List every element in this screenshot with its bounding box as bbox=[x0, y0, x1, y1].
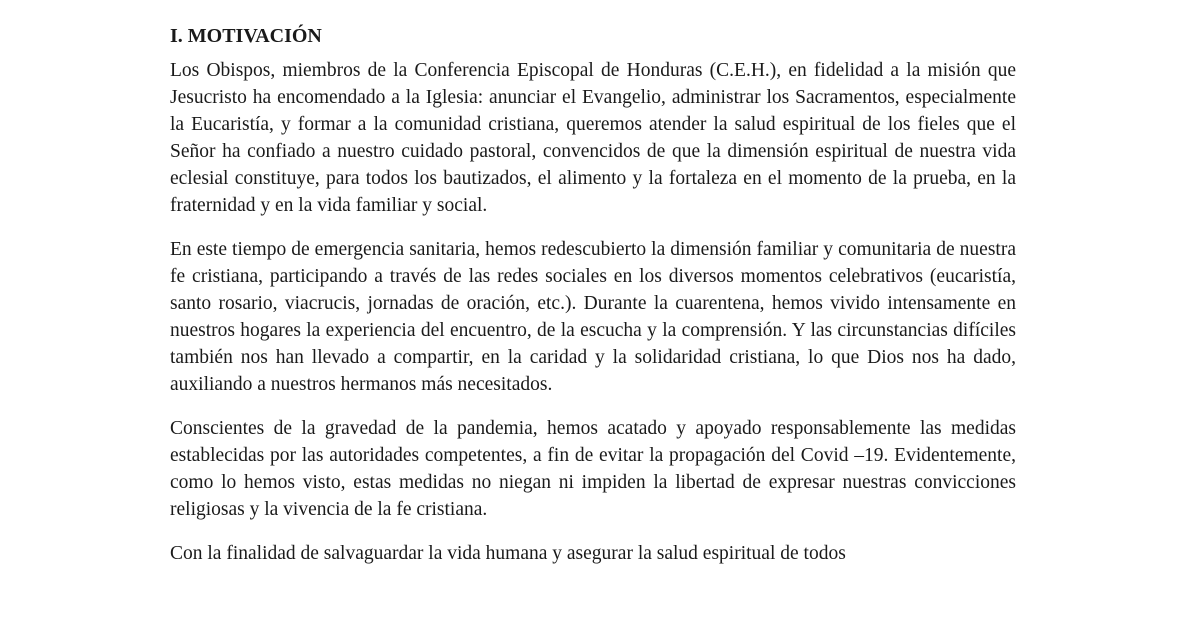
section-heading: I. MOTIVACIÓN bbox=[170, 25, 322, 47]
paragraph-3: Conscientes de la gravedad de la pandemia, hemos acatado y apoyado responsablemente las medidas establecidas por las autoridades competentes, a fin de evitar la propagación del Covid –19. Evidentemente, como lo hemos visto, estas medidas no niegan ni impiden la libertad de expresar nuestras convicciones religiosas y la vivencia de la fe cristiana. bbox=[170, 418, 1016, 520]
paragraph-4: Con la finalidad de salvaguardar la vida humana y asegurar la salud espiritual de todos bbox=[170, 543, 846, 564]
paragraph-1: Los Obispos, miembros de la Conferencia Episcopal de Honduras (C.E.H.), en fidelidad a la misión que Jesucristo ha encomendado a la Iglesia: anunciar el Evangelio, administrar los Sacramentos, especialmente la Eucaristía, y formar a la comunidad cristiana, queremos atender la salud espiritual de los fieles que el Señor ha confiado a nuestro cuidado pastoral, convencidos de que la dimensión espiritual de nuestra vida eclesial constituye, para todos los bautizados, el alimento y la fortaleza en el momento de la prueba, en la fraternidad y en la vida familiar y social. bbox=[170, 60, 1016, 216]
paragraph-2: En este tiempo de emergencia sanitaria, hemos redescubierto la dimensión familiar y comunitaria de nuestra fe cristiana, participando a través de las redes sociales en los diversos momentos celebrativos (eucaristía, santo rosario, viacrucis, jornadas de oración, etc.). Durante la cuarentena, hemos vivido intensamente en nuestros hogares la experiencia del encuentro, de la escucha y la comprensión. Y las circunstancias difíciles también nos han llevado a compartir, en la caridad y la solidaridad cristiana, lo que Dios nos ha dado, auxiliando a nuestros hermanos más necesitados. bbox=[170, 239, 1016, 395]
document-page bbox=[170, 22, 1016, 567]
